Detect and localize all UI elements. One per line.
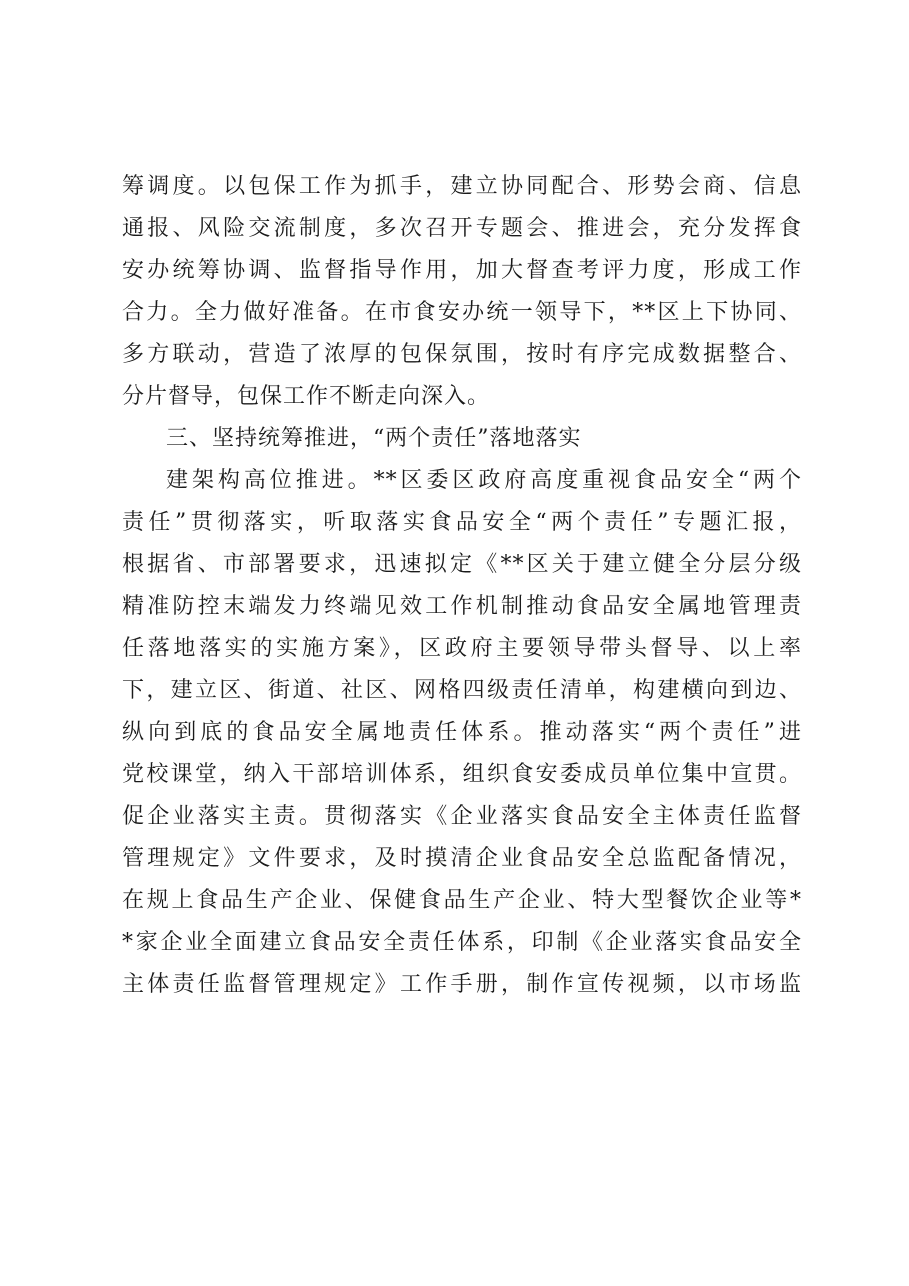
text-line: 责任”贯彻落实，听取落实食品安全“两个责任”专题汇报， bbox=[122, 510, 802, 535]
text-line: 筹调度。以包保工作为抓手，建立协同配合、形势会商、信息 bbox=[122, 174, 802, 199]
text-line: 合力。全力做好准备。在市食安办统一领导下，**区上下协同、 bbox=[122, 300, 802, 325]
text-line: 通报、风险交流制度，多次召开专题会、推进会，充分发挥食 bbox=[122, 216, 802, 241]
text-line: 精准防控末端发力终端见效工作机制推动食品安全属地管理责 bbox=[122, 594, 802, 619]
text-line: 纵向到底的食品安全属地责任体系。推动落实“两个责任”进 bbox=[122, 720, 802, 745]
text-line: *家企业全面建立食品安全责任体系，印制《企业落实食品安全 bbox=[122, 930, 802, 955]
text-line: 根据省、市部署要求，迅速拟定《**区关于建立健全分层分级 bbox=[122, 552, 802, 577]
text-line: 促企业落实主责。贯彻落实《企业落实食品安全主体责任监督 bbox=[122, 804, 802, 829]
text-line: 安办统筹协调、监督指导作用，加大督查考评力度，形成工作 bbox=[122, 258, 802, 283]
text-line: 分片督导，包保工作不断走向深入。 bbox=[122, 384, 491, 409]
text-line: 在规上食品生产企业、保健食品生产企业、特大型餐饮企业等* bbox=[122, 888, 802, 913]
text-line: 多方联动，营造了浓厚的包保氛围，按时有序完成数据整合、 bbox=[122, 342, 802, 367]
text-line: 任落地落实的实施方案》，区政府主要领导带头督导、以上率 bbox=[122, 636, 802, 661]
text-line: 主体责任监督管理规定》工作手册，制作宣传视频，以市场监 bbox=[122, 972, 802, 997]
section-heading: 三、坚持统筹推进，“两个责任”落地落实 bbox=[166, 426, 582, 451]
text-line: 管理规定》文件要求，及时摸清企业食品安全总监配备情况， bbox=[122, 846, 802, 871]
text-line: 下，建立区、街道、社区、网格四级责任清单，构建横向到边、 bbox=[122, 678, 802, 703]
text-line: 建架构高位推进。**区委区政府高度重视食品安全“两个 bbox=[166, 468, 802, 493]
text-line: 党校课堂，纳入干部培训体系，组织食安委成员单位集中宣贯。 bbox=[122, 762, 802, 787]
document-body bbox=[122, 166, 802, 1006]
